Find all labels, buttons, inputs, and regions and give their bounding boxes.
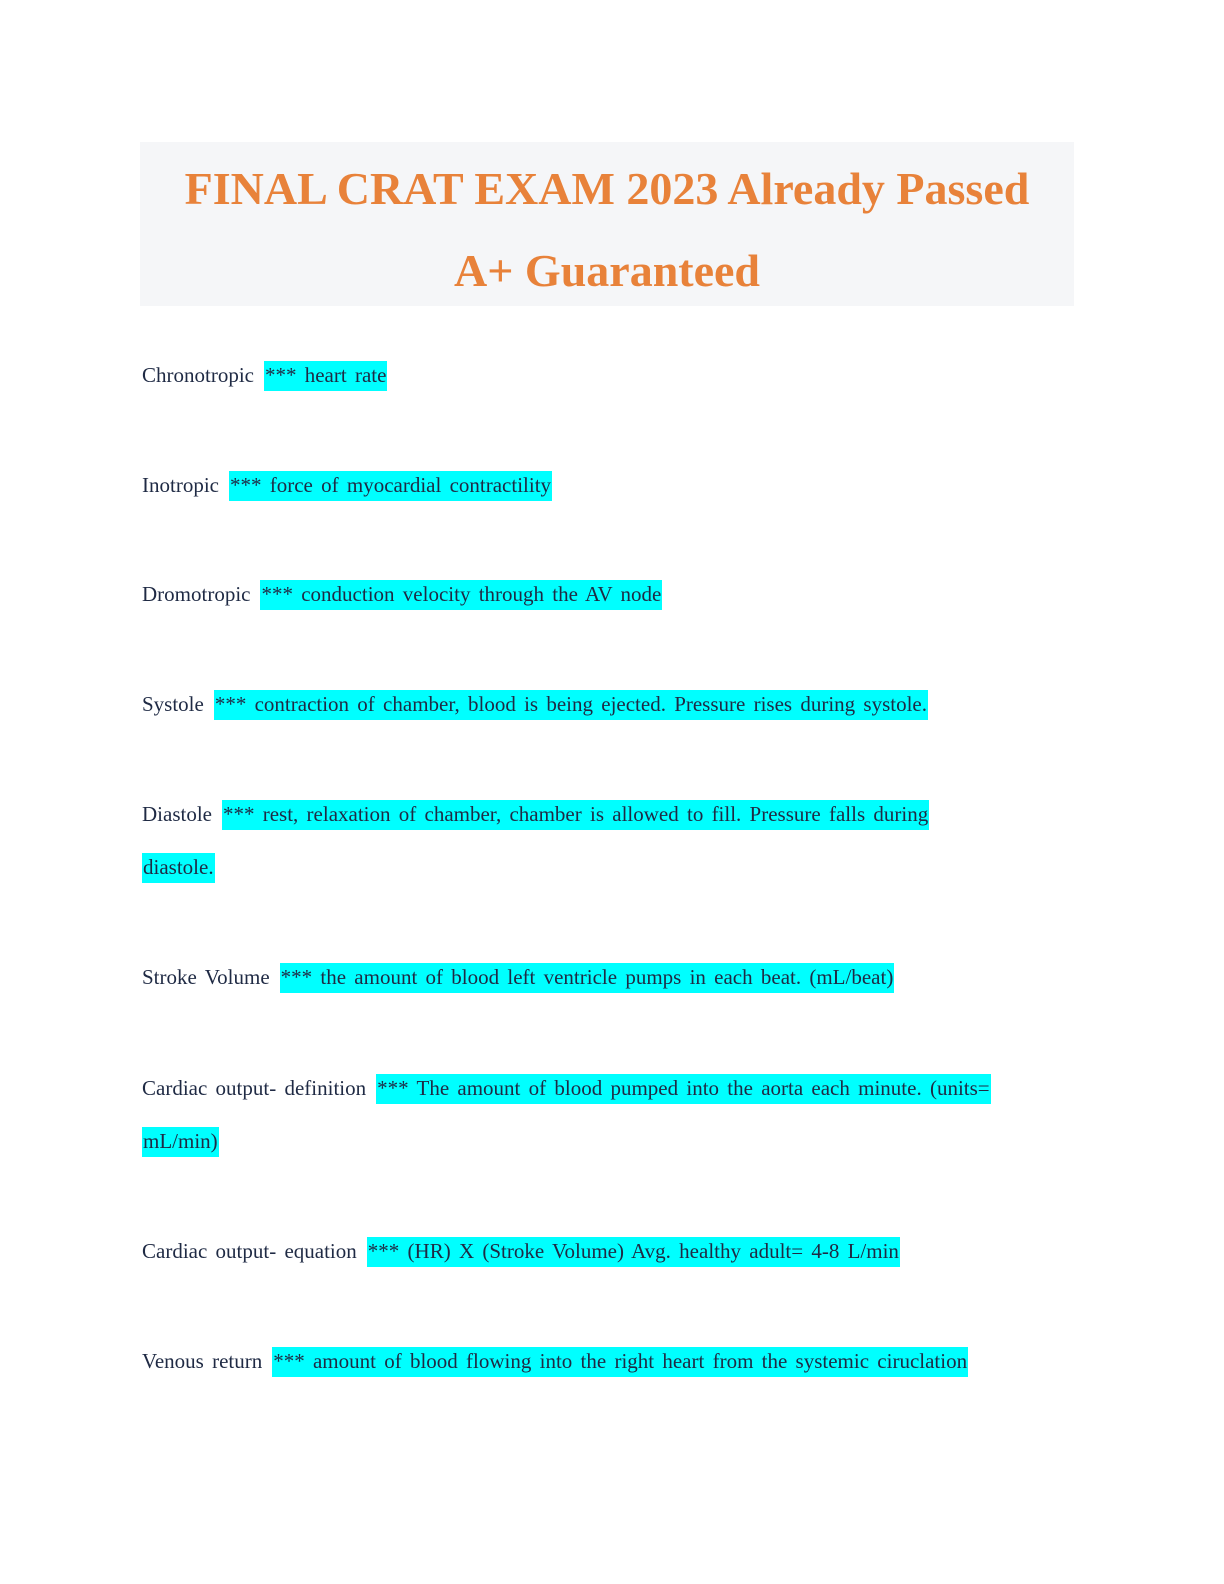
definition-highlight: *** (HR) X (Stroke Volume) Avg. healthy adult= 4-8 L/min [367, 1237, 900, 1267]
flashcard-entry [142, 568, 1062, 621]
flashcard-entry [142, 788, 1002, 894]
flashcard-entry [142, 1335, 1062, 1388]
term-label: Chronotropic [142, 363, 254, 387]
definition-highlight: *** contraction of chamber, blood is being ejected. Pressure rises during systole. [214, 690, 928, 720]
term-label: Venous return [142, 1349, 263, 1373]
term-label: Inotropic [142, 473, 219, 497]
term-label: Diastole [142, 802, 212, 826]
definition-highlight: *** conduction velocity through the AV node [260, 580, 662, 610]
term-label: Systole [142, 692, 204, 716]
definition-highlight: *** force of myocardial contractility [229, 471, 552, 501]
title-banner [140, 142, 1074, 306]
definition-highlight: *** rest, relaxation of chamber, chamber is allowed to fill. Pressure falls during diastole. [142, 800, 929, 883]
flashcard-entry [142, 349, 1062, 402]
document-title-line-1: FINAL CRAT EXAM 2023 Already Passed [184, 163, 1030, 214]
definition-highlight: *** amount of blood flowing into the right heart from the systemic ciruclation [272, 1347, 968, 1377]
definition-highlight: *** the amount of blood left ventricle pumps in each beat. (mL/beat) [280, 963, 895, 993]
flashcard-entry [142, 1062, 1052, 1168]
definition-highlight: *** The amount of blood pumped into the aorta each minute. (units= mL/min) [142, 1074, 991, 1157]
term-label: Cardiac output- equation [142, 1239, 357, 1263]
flashcard-entry [142, 951, 1062, 1004]
flashcard-entry [142, 678, 1062, 731]
term-label: Stroke Volume [142, 965, 270, 989]
flashcard-entry [142, 1225, 1062, 1278]
flashcard-entry [142, 459, 1062, 512]
term-label: Dromotropic [142, 582, 251, 606]
document-title-line-2: A+ Guaranteed [453, 245, 761, 296]
term-label: Cardiac output- definition [142, 1076, 367, 1100]
definition-highlight: *** heart rate [264, 361, 387, 391]
